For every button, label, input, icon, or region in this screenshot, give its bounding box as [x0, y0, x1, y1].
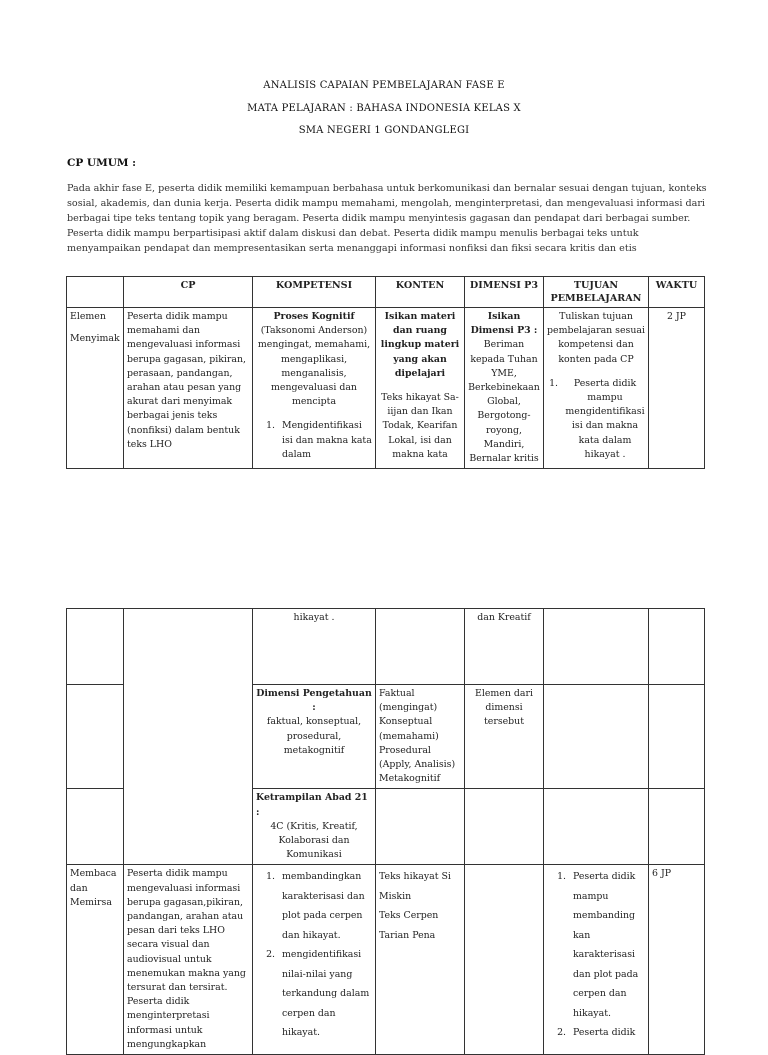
konten-line: Teks Cerpen Tarian Pena [379, 910, 439, 941]
cell-tujuan [544, 685, 649, 789]
list-item: 1. Peserta didik mampu mengidentifikasi isi dan makna kata dalam hikayat . [561, 377, 645, 462]
tujuan-list [547, 867, 645, 1043]
cell-waktu [649, 789, 705, 865]
header-konten: KONTEN [376, 277, 465, 308]
kompetensi-sub: (Taksonomi Anderson) [260, 325, 368, 337]
cell-dimensi [465, 865, 544, 1055]
cell-kompetensi [253, 685, 376, 789]
cell-dimensi [465, 789, 544, 865]
cell-tujuan [544, 789, 649, 865]
kompetensi-list [256, 867, 372, 1043]
cell-dimensi: Elemen dari dimensi tersebut [465, 685, 544, 789]
cell-kompetensi: hikayat . [253, 609, 376, 685]
cell-tujuan [544, 865, 649, 1055]
konten-line: Prosedural [379, 744, 431, 756]
header-waktu: WAKTU [649, 277, 705, 308]
header-kompetensi: KOMPETENSI [253, 277, 376, 308]
table-row [67, 609, 705, 685]
ketrampilan-title: Ketrampilan Abad 21 : [256, 792, 368, 818]
konten-line: Faktual [379, 688, 415, 699]
dimensi-title: Isikan Dimensi P3 : [470, 311, 538, 337]
header-dimensi-p3: DIMENSI P3 [465, 277, 544, 308]
kompetensi-list [256, 419, 372, 462]
dimensi-pengetahuan-text: faktual, konseptual, prosedural, metakognitif [266, 716, 362, 756]
doc-title-2: MATA PELAJARAN : BAHASA INDONESIA KELAS X [247, 103, 521, 114]
ketrampilan-text: 4C (Kritis, Kreatif, Kolaborasi dan Komunikasi [270, 820, 358, 861]
cell-tujuan [544, 609, 649, 685]
konten-line: (memahami) [379, 730, 439, 742]
konten-line: (mengingat) [379, 702, 438, 714]
cell-waktu: 2 JP [649, 308, 705, 469]
cell-konten [376, 308, 465, 469]
cell-elemen [67, 685, 124, 789]
dimensi-pengetahuan-title: Dimensi Pengetahuan : [256, 688, 372, 714]
cell-cp: Peserta didik mampu memahami dan mengevaluasi informasi berupa gagasan, pikiran, perasaan, pandangan, arahan atau pesan yang akurat dari menyimak berbagai jenis teks (nonfiksi) dalam bentuk teks LHO [124, 308, 253, 469]
cell-cp: Peserta didik mampu mengevaluasi informasi berupa gagasan,pikiran, pandangan, arahan atau pesan dari teks LHO secara visual dan audiovisual untuk menemukan makna yang tersurat dan tersirat. Peserta didik menginterpretasi informasi untuk mengungkapkan [124, 865, 253, 1055]
cell-dimensi [465, 308, 544, 469]
konten-title: Isikan materi dan ruang lingkup materi yang akan dipelajari [380, 311, 460, 379]
cell-elemen [67, 609, 124, 685]
cell-elemen [67, 789, 124, 865]
dimensi-text: Beriman kepada Tuhan YME, Berkebinekaan Global, Bergotong-royong, Mandiri, Bernalar kritis [468, 339, 540, 465]
cell-konten [376, 609, 465, 685]
cell-elemen: Membaca dan Memirsa [67, 865, 124, 1055]
doc-title-3: SMA NEGERI 1 GONDANGLEGI [298, 125, 470, 136]
list-item: 1. Mengidentifikasi isi dan makna kata dalam [278, 419, 372, 462]
elemen-menyimak: Menyimak [70, 333, 120, 345]
list-item: 1. Peserta didik mampu membanding kan karakterisasi dan plot pada cerpen dan hikayat. [569, 867, 645, 1023]
list-item: 1. membandingkan karakterisasi dan plot pada cerpen dan hikayat. [278, 867, 372, 945]
konten-line: Teks hikayat Si Miskin [379, 871, 451, 902]
header-tujuan: TUJUAN PEMBELAJARAN [544, 277, 649, 308]
cell-kompetensi [253, 308, 376, 469]
tujuan-intro: Tuliskan tujuan pembelajaran sesuai kompetensi dan konten pada CP [547, 311, 645, 365]
header-cp: CP [124, 277, 253, 308]
table-row [67, 308, 705, 469]
cp-umum-paragraph: Pada akhir fase E, peserta didik memiliki kemampuan berbahasa untuk berkomunikasi dan bernalar sesuai dengan tujuan, konteks sosial, akademis, dan dunia kerja. Peserta didik mampu memahami, mengolah, menginterpretasi, dan mengevaluasi informasi dari berbagai tipe teks tentang topik yang beragam. Peserta didik mampu menyintesis gagasan dan pendapat dari berbagai sumber. Peserta didik mampu berpartisipasi aktif dalam diskusi dan debat. Peserta didik mampu menulis berbagai teks untuk menyampaikan pendapat dan mempresentasikan serta menanggapi informasi nonfiksi dan fiksi secara kritis dan etis [67, 183, 707, 254]
konten-line: Metakognitif [379, 773, 441, 785]
konten-line: (Apply, Analisis) [379, 759, 456, 771]
cell-waktu [649, 685, 705, 789]
cell-kompetensi [253, 789, 376, 865]
elemen-label: Elemen [70, 311, 106, 322]
kompetensi-title: Proses Kognitif [273, 311, 355, 322]
tujuan-list [547, 377, 645, 462]
cell-dimensi: dan Kreatif [465, 609, 544, 685]
cell-konten [376, 865, 465, 1055]
analysis-table-1 [66, 276, 705, 469]
header-elemen [67, 277, 124, 308]
cell-elemen [67, 308, 124, 469]
table-row [67, 865, 705, 1055]
cell-waktu [649, 609, 705, 685]
cell-waktu: 6 JP [649, 865, 705, 1055]
konten-line: Konseptual [379, 716, 433, 728]
list-item: 2. mengidentifikasi nilai-nilai yang terkandung dalam cerpen dan hikayat. [278, 945, 372, 1043]
kompetensi-text: mengingat, memahami, mengaplikasi, menganalisis, mengevaluasi dan mencipta [257, 339, 371, 408]
konten-text: Teks hikayat Sa-iijan dan Ikan Todak, Kearifan Lokal, isi dan makna kata [381, 392, 459, 460]
cell-tujuan [544, 308, 649, 469]
cp-umum-heading: CP UMUM : [67, 157, 136, 169]
cell-konten [376, 789, 465, 865]
cell-cp [124, 609, 253, 865]
doc-title-1: ANALISIS CAPAIAN PEMBELAJARAN FASE E [263, 80, 505, 91]
analysis-table-2 [66, 608, 705, 1055]
list-item: 2. Peserta didik [569, 1023, 645, 1043]
cell-konten [376, 685, 465, 789]
table-header-row [67, 277, 705, 308]
cell-kompetensi [253, 865, 376, 1055]
